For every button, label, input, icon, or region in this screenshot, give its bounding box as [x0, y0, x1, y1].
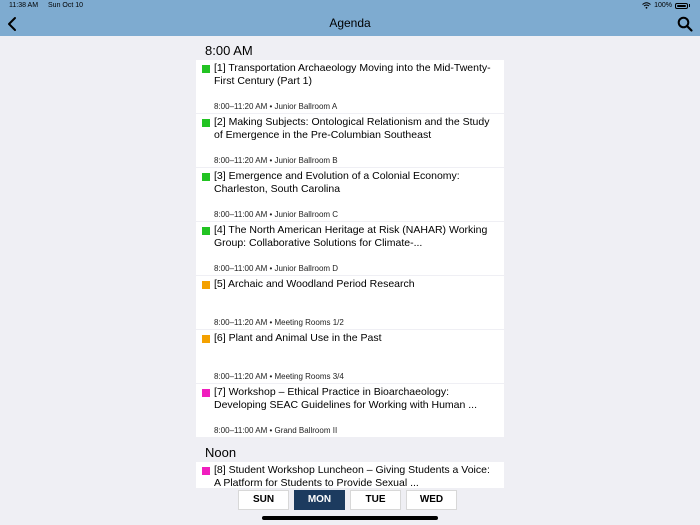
session-item[interactable]	[196, 222, 504, 275]
track-color-marker	[202, 173, 210, 181]
session-item[interactable]	[196, 276, 504, 329]
track-color-marker	[202, 335, 210, 343]
session-meta: 8:00–11:20 AM • Junior Ballroom B	[214, 156, 338, 165]
tab-tue[interactable]: TUE	[350, 490, 401, 510]
page-title: Agenda	[329, 16, 371, 30]
search-icon[interactable]	[676, 15, 694, 33]
session-title: [8] Student Workshop Luncheon – Giving Students a Voice: A Platform for Students to Provide Sexual ...	[214, 464, 490, 488]
status-time: 11:38 AM	[9, 2, 39, 9]
nav-bar	[0, 12, 700, 36]
session-item[interactable]	[196, 462, 504, 488]
session-item[interactable]	[196, 168, 504, 221]
track-color-marker	[202, 227, 210, 235]
track-color-marker	[202, 65, 210, 73]
session-title: [6] Plant and Animal Use in the Past	[214, 332, 382, 344]
status-bar	[0, 0, 700, 12]
track-color-marker	[202, 389, 210, 397]
section-header: 8:00 AM	[205, 43, 253, 58]
session-item[interactable]	[196, 60, 504, 113]
battery-percent: 100%	[654, 2, 672, 9]
session-title: [2] Making Subjects: Ontological Relationism and the Study of Emergence in the Pre-Columbian Southeast	[214, 116, 490, 141]
tab-sun[interactable]: SUN	[238, 490, 289, 510]
track-color-marker	[202, 281, 210, 289]
session-item[interactable]	[196, 384, 504, 437]
day-tabs	[238, 490, 457, 510]
section-header: Noon	[205, 445, 237, 460]
session-meta: 8:00–11:00 AM • Junior Ballroom D	[214, 264, 339, 273]
track-color-marker	[202, 467, 210, 475]
track-color-marker	[202, 119, 210, 127]
wifi-icon	[642, 2, 651, 9]
session-meta: 8:00–11:20 AM • Meeting Rooms 1/2	[214, 318, 344, 327]
session-title: [4] The North American Heritage at Risk (NAHAR) Working Group: Collaborative Solutions for Climate-...	[214, 224, 488, 249]
session-item[interactable]	[196, 330, 504, 383]
battery-icon	[675, 3, 688, 9]
session-title: [5] Archaic and Woodland Period Research	[214, 278, 415, 290]
status-date: Sun Oct 10	[48, 2, 84, 9]
battery-tip	[689, 4, 690, 7]
session-item[interactable]	[196, 114, 504, 167]
session-meta: 8:00–11:00 AM • Junior Ballroom C	[214, 210, 339, 219]
session-title: [3] Emergence and Evolution of a Colonial Economy: Charleston, South Carolina	[214, 170, 460, 195]
home-indicator[interactable]	[262, 516, 438, 520]
tab-mon[interactable]: MON	[294, 490, 345, 510]
session-meta: 8:00–11:20 AM • Junior Ballroom A	[214, 102, 338, 111]
session-meta: 8:00–11:20 AM • Meeting Rooms 3/4	[214, 372, 344, 381]
agenda-list[interactable]	[196, 36, 504, 488]
tab-wed[interactable]: WED	[406, 490, 457, 510]
session-title: [7] Workshop – Ethical Practice in Bioarchaeology: Developing SEAC Guidelines for Working with Human ...	[214, 386, 478, 411]
session-title: [1] Transportation Archaeology Moving into the Mid-Twenty-First Century (Part 1)	[214, 62, 491, 87]
session-meta: 8:00–11:00 AM • Grand Ballroom II	[214, 426, 338, 435]
